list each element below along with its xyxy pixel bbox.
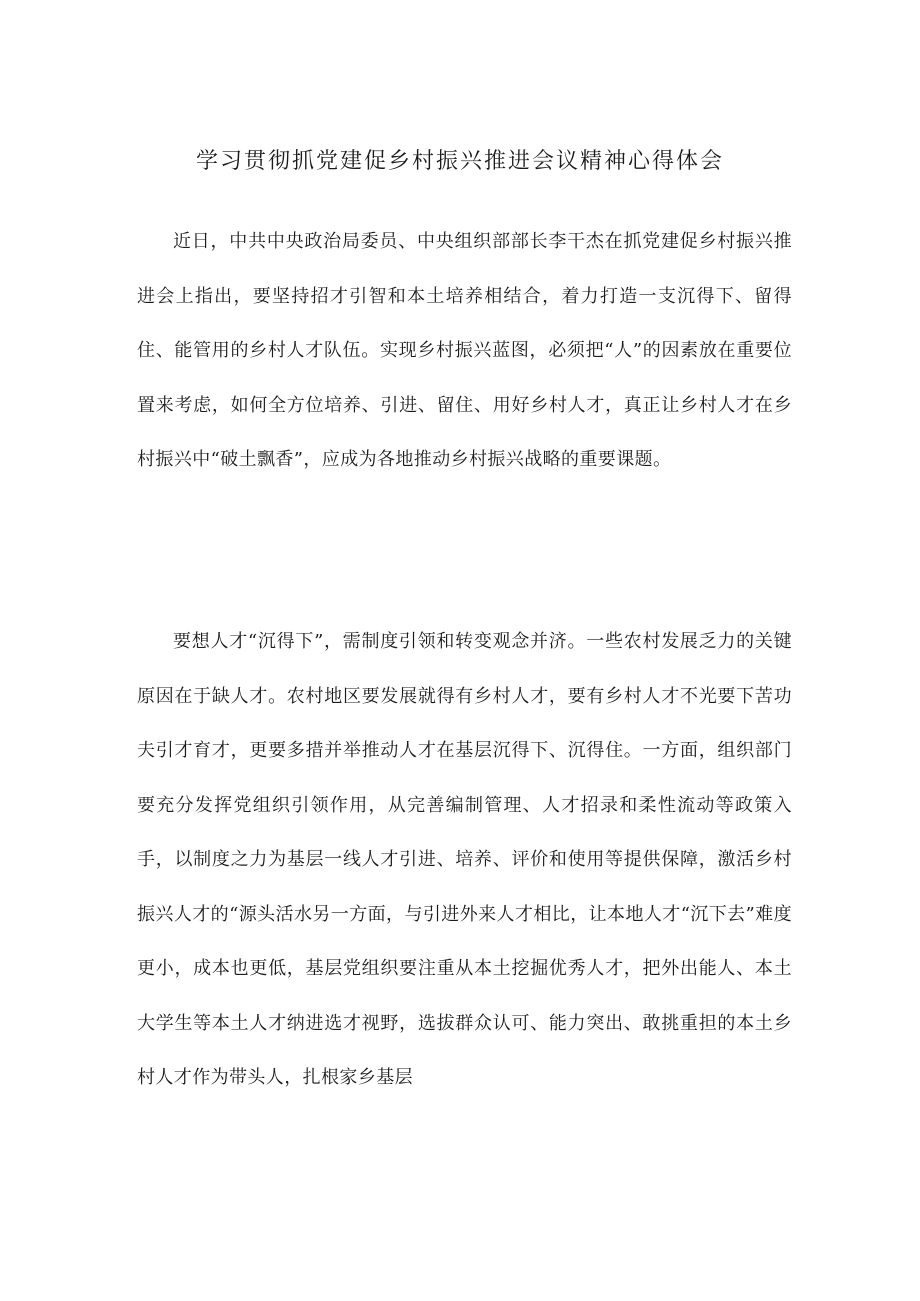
paragraph-2: 要想人才“沉得下”，需制度引领和转变观念并济。一些农村发展乏力的关键原因在于缺人才。农村地区要发展就得有乡村人才，要有乡村人才不光要下苦功夫引才育才，更要多措并举推动人才在基层沉得下、沉得住。一方面，组织部门要充分发挥党组织引领作用，从完善编制管理、人才招录和柔性流动等政策入手，以制度之力为基层一线人才引进、培养、评价和使用等提供保障，激活乡村振兴人才的“源头活水另一方面，与引进外来人才相比，让本地人才“沉下去”难度更小，成本也更低，基层党组织要注重从本土挖掘优秀人才，把外出能人、本土大学生等本土人才纳进选才视野，选拔群众认可、能力突出、敢挑重担的本土乡村人才作为带头人，扎根家乡基层 — [137, 631, 792, 1088]
paragraph-1: 近日，中共中央政治局委员、中央组织部部长李干杰在抓党建促乡村振兴推进会上指出，要坚持招才引智和本土培养相结合，着力打造一支沉得下、留得住、能管用的乡村人才队伍。实现乡村振兴蓝图，必须把“人”的因素放在重要位置来考虑，如何全方位培养、引进、留住、用好乡村人才，真正让乡村人才在乡村振兴中“破土飘香”，应成为各地推动乡村振兴战略的重要课题。 — [137, 231, 792, 470]
document-title: 学习贯彻抓党建促乡村振兴推进会议精神心得体会 — [195, 149, 724, 174]
